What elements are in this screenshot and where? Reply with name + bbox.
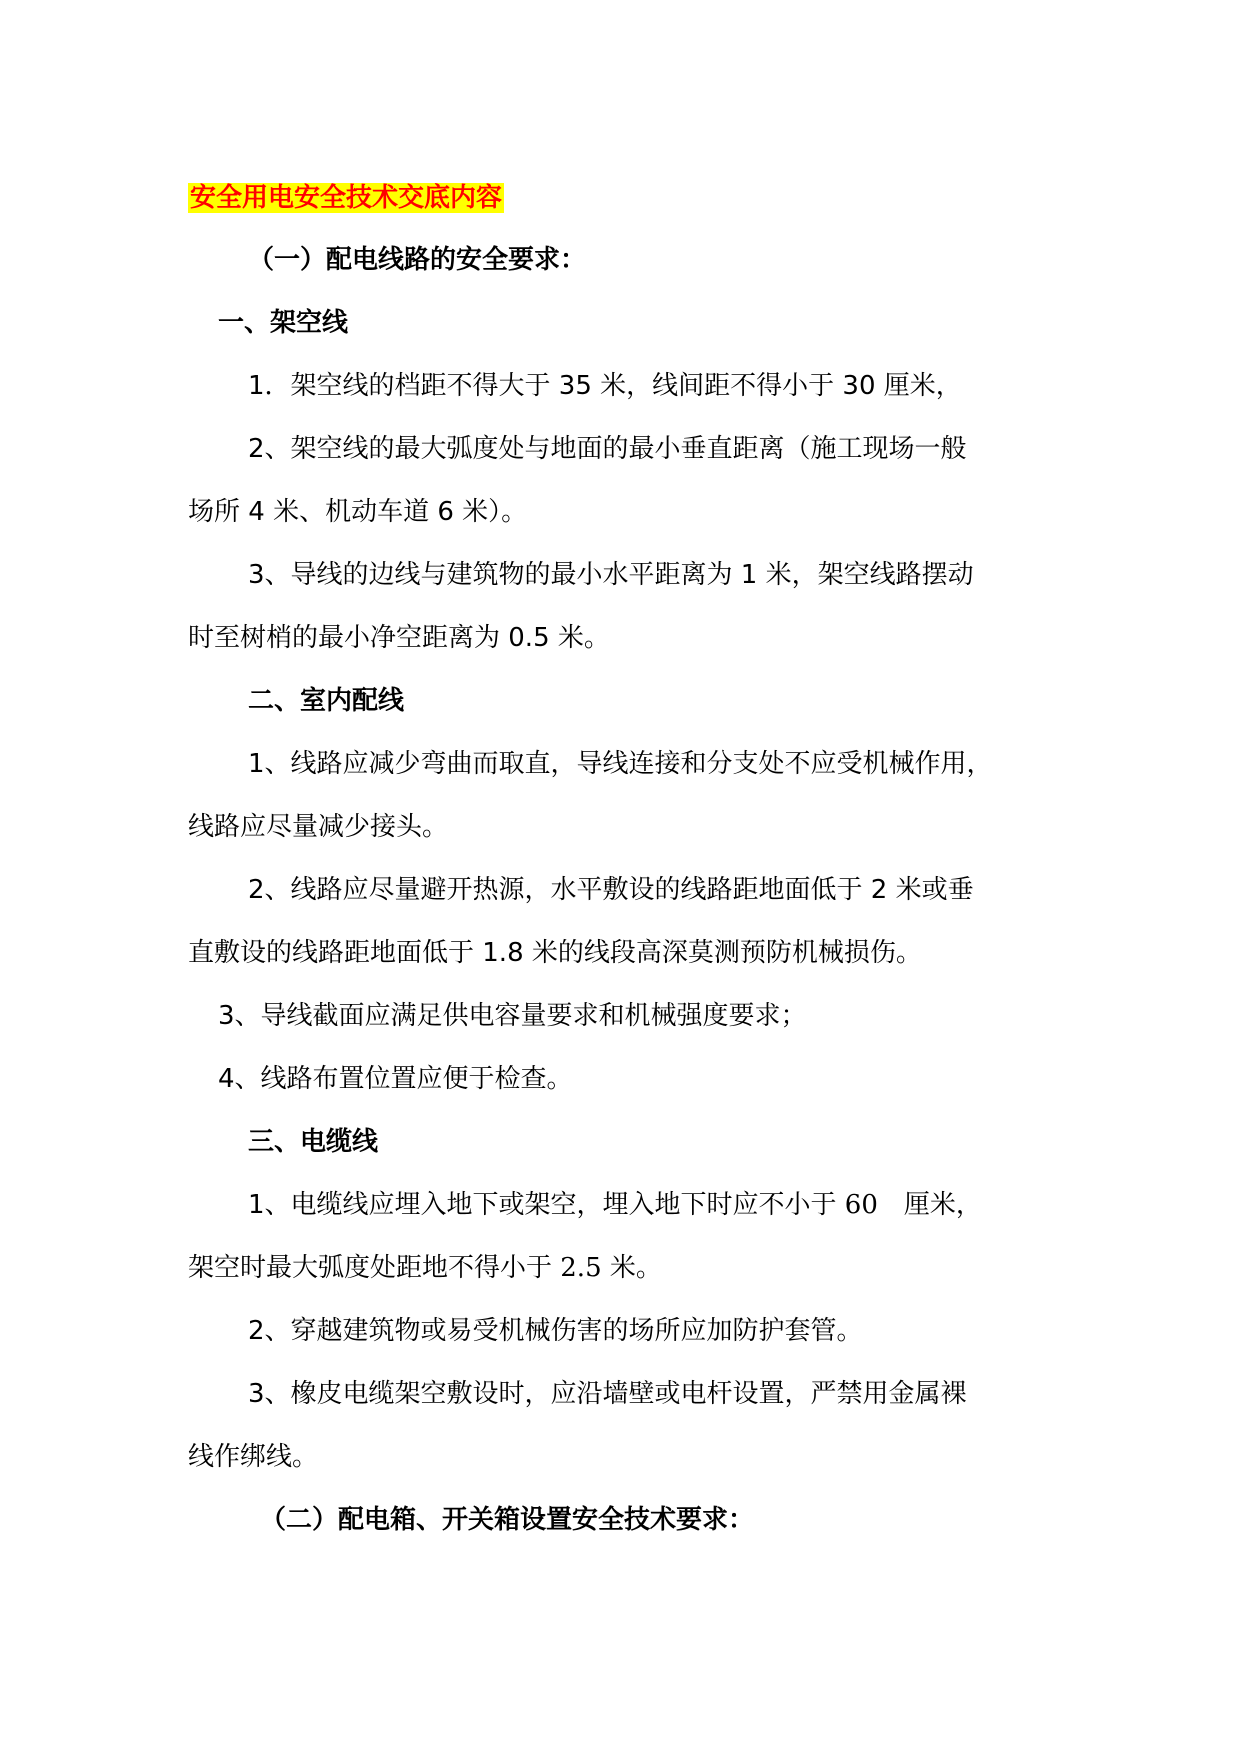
paragraph-indoor-3: 3、导线截面应满足供电容量要求和机械强度要求； bbox=[218, 1001, 807, 1031]
paragraph-overhead-2-line1: 2、架空线的最大弧度处与地面的最小垂直距离（施工现场一般 bbox=[248, 434, 967, 464]
paragraph-overhead-2-line2: 场所 4 米、机动车道 6 米）。 bbox=[188, 497, 528, 527]
paragraph-cable-1-line2: 架空时最大弧度处距地不得小于 2.5 米。 bbox=[188, 1253, 662, 1283]
section-heading-2: （二）配电箱、开关箱设置安全技术要求： bbox=[260, 1505, 755, 1535]
paragraph-indoor-4: 4、线路布置位置应便于检查。 bbox=[218, 1064, 573, 1094]
paragraph-overhead-3-line1: 3、导线的边线与建筑物的最小水平距离为 1 米，架空线路摆动 bbox=[248, 560, 974, 590]
paragraph-cable-1-part-a: 1、电缆线应埋入 bbox=[248, 1190, 447, 1220]
paragraph-cable-2: 2、穿越建筑物或易受机械伤害的场所应加防护套管。 bbox=[248, 1316, 863, 1346]
paragraph-indoor-1-line2: 线路应尽量减少接头。 bbox=[188, 812, 449, 842]
paragraph-overhead-3-line2: 时至树梢的最小净空距离为 0.5 米。 bbox=[188, 623, 610, 653]
paragraph-cable-3-line2: 线作绑线。 bbox=[188, 1442, 319, 1472]
section-heading-1: （一）配电线路的安全要求： bbox=[248, 245, 587, 275]
paragraph-indoor-2-line1: 2、线路应尽量避开热源，水平敷设的线路距地面低于 2 米或垂 bbox=[248, 875, 974, 905]
paragraph-cable-1-part-b: 地下或架空，埋入地下时应不小于 60 厘米， bbox=[446, 1190, 982, 1220]
paragraph-cable-3-line1: 3、橡皮电缆架空敷设时，应沿墙壁或电杆设置，严禁用金属裸 bbox=[248, 1379, 967, 1409]
paragraph-indoor-1-line1: 1、线路应减少弯曲而取直，导线连接和分支处不应受机械作用， bbox=[248, 749, 993, 779]
document-title-line bbox=[188, 178, 504, 218]
paragraph-overhead-1: 1．架空线的档距不得大于 35 米，线间距不得小于 30 厘米， bbox=[248, 371, 962, 401]
document-title: 安全用电安全技术交底内容 bbox=[190, 183, 503, 213]
subheading-indoor: 二、室内配线 bbox=[248, 686, 405, 716]
subheading-overhead: 一、架空线 bbox=[218, 308, 349, 338]
paragraph-cable-1-line1 bbox=[248, 1185, 982, 1225]
subheading-cable: 三、电缆线 bbox=[248, 1127, 379, 1157]
paragraph-indoor-2-line2: 直敷设的线路距地面低于 1.8 米的线段高深莫测预防机械损伤。 bbox=[188, 938, 922, 968]
